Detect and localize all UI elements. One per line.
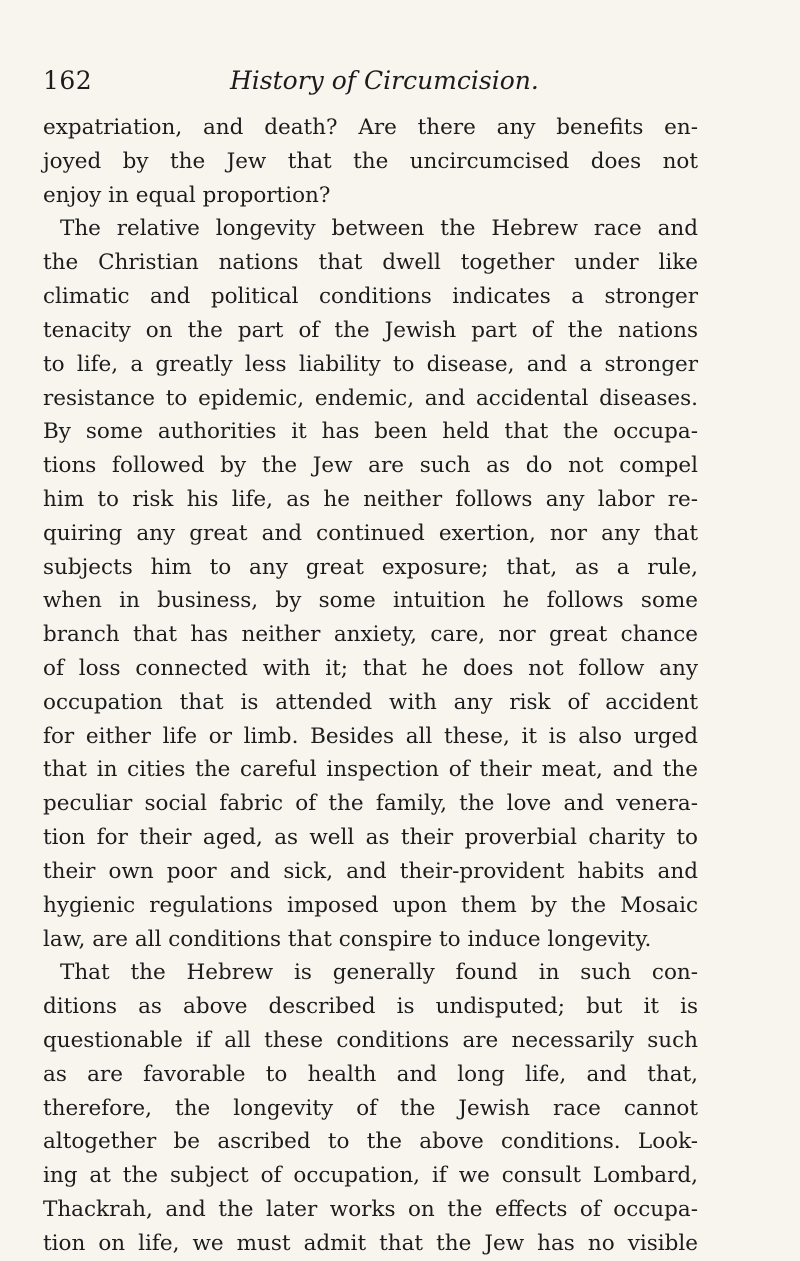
text-line: hygienic regulations imposed upon them by the Mosaic	[43, 892, 698, 918]
text-line: tion for their aged, as well as their proverbial charity to	[43, 825, 698, 851]
text-line: By some authorities it has been held that the occupa-	[43, 419, 698, 445]
text-line: Thackrah, and the later works on the effects of occupa-	[43, 1197, 698, 1222]
text-line: to life, a greatly less liability to disease, and a stronger	[43, 351, 698, 377]
text-line: That the Hebrew is generally found in such con-	[60, 960, 698, 986]
text-line: branch that has neither anxiety, care, nor great chance	[43, 622, 698, 648]
text-line: him to risk his life, as he neither follows any labor re-	[43, 486, 698, 512]
text-line: altogether be ascribed to the above conditions. Look-	[43, 1129, 698, 1155]
text-line: tions followed by the Jew are such as do not compel	[43, 453, 698, 479]
text-line: expatriation, and death? Are there any benefits en-	[43, 115, 698, 140]
text-line: tenacity on the part of the Jewish part of the nations	[43, 317, 698, 343]
text-line: subjects him to any great exposure; that, as a rule,	[43, 554, 698, 580]
text-line: as are favorable to health and long life, and that,	[43, 1061, 698, 1087]
text-line: The relative longevity between the Hebrew race and	[60, 216, 698, 242]
text-line: peculiar social fabric of the family, the love and venera-	[43, 791, 698, 817]
text-line: when in business, by some intuition he follows some	[43, 588, 698, 614]
page-number: 162	[43, 66, 93, 95]
page-header	[43, 66, 703, 106]
running-title: History of Circumcision.	[230, 66, 539, 95]
text-line: joyed by the Jew that the uncircumcised does not	[43, 148, 698, 174]
text-line: ditions as above described is undisputed; but it is	[43, 994, 698, 1020]
text-line: of loss connected with it; that he does not follow any	[43, 656, 698, 681]
text-line: occupation that is attended with any risk of accident	[43, 689, 698, 715]
body-text	[43, 111, 698, 1261]
text-line: for either life or limb. Besides all these, it is also urged	[43, 723, 698, 749]
text-line: therefore, the longevity of the Jewish race cannot	[43, 1095, 698, 1121]
text-line: law, are all conditions that conspire to induce longevity.	[43, 926, 652, 952]
text-line: resistance to epidemic, endemic, and accidental diseases.	[43, 385, 698, 411]
text-line: the Christian nations that dwell together under like	[43, 250, 698, 276]
text-line: their own poor and sick, and their-provident habits and	[43, 858, 698, 884]
text-line: questionable if all these conditions are necessarily such	[43, 1027, 698, 1053]
text-line: ing at the subject of occupation, if we consult Lombard,	[43, 1163, 698, 1189]
text-line: tion on life, we must admit that the Jew has no visible	[43, 1230, 698, 1256]
text-line: quiring any great and continued exertion, nor any that	[43, 520, 698, 546]
text-line: that in cities the careful inspection of their meat, and the	[43, 757, 698, 783]
text-line: climatic and political conditions indicates a stronger	[43, 284, 698, 310]
text-line: enjoy in equal proportion?	[43, 182, 331, 208]
